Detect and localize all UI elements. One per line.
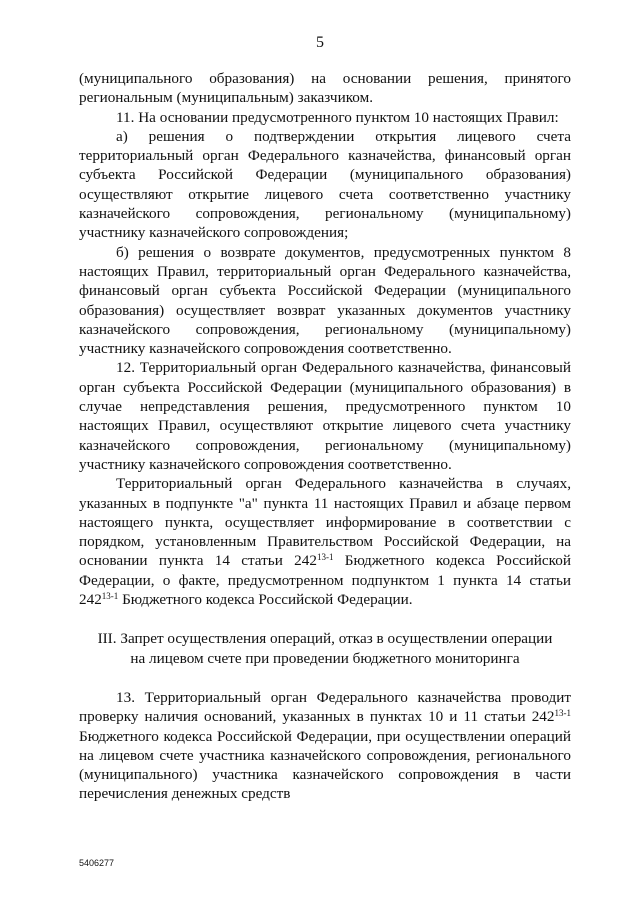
paragraph-12: 12. Территориальный орган Федерального казначейства, финансовый орган субъекта Российской Федерации (муниципального образования) в случае непредставления решения, предусмотренного пунктом 10 настоящих Правил, осуществляют открытие лицевого счета участнику казначейского сопровождения, региональному (муниципальному) участнику казначейского сопровождения соответственно. [79,359,571,473]
document-body [79,69,571,804]
section-heading [79,629,571,668]
paragraph-13-text-1: 13. Территориальный орган Федерального казначейства проводит проверку наличия оснований, указанных в пунктах 10 и 11 статьи 242 [79,688,571,726]
paragraph-11-a: а) решения о подтверждении открытия лицевого счета территориальный орган Федерального казначейства, финансовый орган субъекта Российской Федерации (муниципального образования) осуществляют открытие лицевого счета соответственно участнику казначейского сопровождения, региональному (муниципальному) участнику казначейского сопровождения; [79,127,571,242]
paragraph-11: 11. На основании предусмотренного пунктом 10 настоящих Правил: [116,108,559,126]
article-superscript: 13-1 [101,591,119,602]
paragraph-13 [79,688,571,804]
paragraph-13-text-2: Бюджетного кодекса Российской Федерации, при осуществлении операций на лицевом счете участника казначейского сопровождения, регионального (муниципального) участника казначейского сопровождения в части перечисления денежных средств [79,727,571,803]
paragraph-continuation: (муниципального образования) на основании решения, принятого региональным (муниципальным) заказчиком. [79,70,571,107]
document-code: 5406277 [79,858,115,868]
paragraph-12-second-text-1: Территориальный орган Федерального казначейства в случаях, указанных в подпункте "а" пункта 11 настоящих Правил и абзаце первом настоящего пункта, осуществляет информирование в соответствии с порядком, установленным Правительством Российской Федерации, на основании пункта 14 статьи 242 [79,475,571,570]
article-superscript: 13-1 [316,552,334,563]
page-number: 5 [316,34,324,51]
section-heading-line-2: на лицевом счете при проведении бюджетного мониторинга [130,649,520,667]
paragraph-12-second-text-3: Бюджетного кодекса Российской Федерации. [118,591,413,609]
paragraph-12-second-text-2: Бюджетного кодекса Российской Федерации, о факте, предусмотренном подпунктом 1 пункта 14 статьи 242 [79,552,571,609]
paragraph-11-b: б) решения о возврате документов, предусмотренных пунктом 8 настоящих Правил, территориальный орган Федерального казначейства, финансовый орган субъекта Российской Федерации (муниципального образования) осуществляет возврат указанных документов участнику казначейского сопровождения, региональному (муниципальному) участнику казначейского сопровождения соответственно. [79,243,571,358]
article-superscript: 13-1 [554,708,571,719]
section-heading-line-1: III. Запрет осуществления операций, отказ в осуществлении операции [97,630,553,648]
paragraph-12-second [79,474,571,609]
